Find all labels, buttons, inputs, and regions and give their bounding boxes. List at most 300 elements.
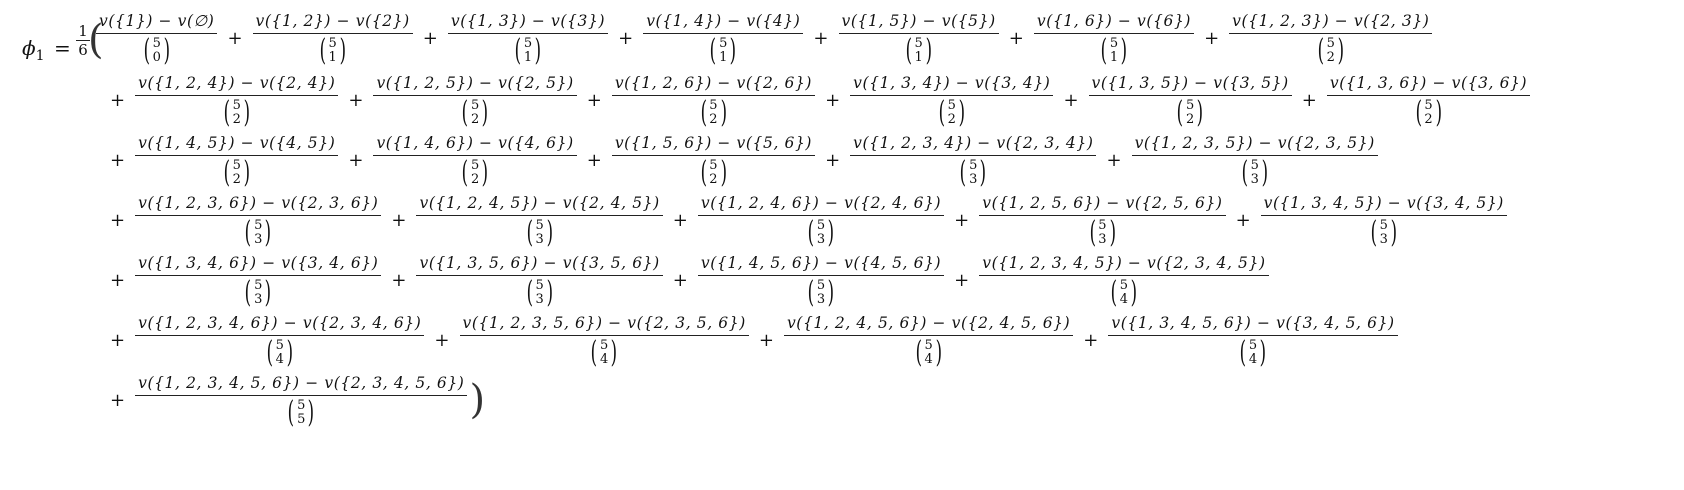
binomial-left-paren: ( xyxy=(710,32,717,68)
binomial-left-paren: ( xyxy=(514,32,522,68)
binomial-top: 5 xyxy=(470,157,480,173)
binomial-right-paren: ) xyxy=(308,394,315,430)
binomial-stack xyxy=(535,219,543,247)
fraction-term xyxy=(416,253,662,308)
binomial-bottom: 4 xyxy=(924,351,933,367)
plus-sign: + xyxy=(1083,329,1099,351)
binomial-top: 5 xyxy=(535,277,544,293)
plus-sign: + xyxy=(586,149,602,171)
fraction-numerator: v({1, 3, 5, 6}) − v({3, 5, 6}) xyxy=(416,253,662,276)
fraction-numerator: v({1, 3, 4, 6}) − v({3, 4, 6}) xyxy=(135,253,381,276)
binomial-right-paren: ) xyxy=(265,214,272,250)
fraction-denominator xyxy=(1237,336,1269,368)
phi-letter: ϕ xyxy=(22,36,36,60)
binomial-stack xyxy=(233,99,241,127)
binomial-stack xyxy=(914,37,922,65)
binomial-top: 5 xyxy=(600,337,609,353)
binomial-stack xyxy=(254,279,262,307)
binomial-top: 5 xyxy=(719,35,728,51)
fraction-numerator: v({1, 2, 3, 4, 6}) − v({2, 3, 4, 6}) xyxy=(135,313,424,336)
binomial-right-paren: ) xyxy=(265,274,272,310)
binomial-right-paren: ) xyxy=(1390,214,1398,250)
fraction-term xyxy=(1132,133,1378,188)
binomial-coefficient xyxy=(1098,32,1130,68)
binomial-stack xyxy=(276,339,284,367)
binomial-coefficient xyxy=(1413,94,1445,130)
binomial-coefficient xyxy=(1239,154,1271,190)
fraction-numerator: v({1, 2, 4, 6}) − v({2, 4, 6}) xyxy=(698,193,944,216)
binomial-bottom: 2 xyxy=(1326,49,1335,65)
binomial-top: 5 xyxy=(254,277,263,293)
binomial-bottom: 3 xyxy=(1379,231,1388,247)
binomial-right-paren: ) xyxy=(1435,94,1442,130)
binomial-left-paren: ( xyxy=(1317,32,1325,68)
binomial-stack xyxy=(817,279,825,307)
binomial-stack xyxy=(924,339,932,367)
binomial-top: 5 xyxy=(232,97,241,113)
binomial-coefficient xyxy=(1368,214,1400,250)
fraction-denominator xyxy=(221,96,253,128)
binomial-left-paren: ( xyxy=(905,32,912,68)
binomial-bottom: 5 xyxy=(297,411,306,427)
fraction-term xyxy=(850,73,1053,128)
fraction-denominator xyxy=(698,96,730,128)
fraction-denominator xyxy=(936,96,968,128)
binomial-bottom: 1 xyxy=(523,49,533,65)
coefficient-numerator: 1 xyxy=(76,22,90,41)
plus-sign: + xyxy=(348,89,364,111)
phi-subscript: 1 xyxy=(35,48,45,64)
binomial-right-paren: ) xyxy=(935,334,942,370)
binomial-left-paren: ( xyxy=(700,154,707,190)
binomial-coefficient xyxy=(698,154,730,190)
binomial-right-paren: ) xyxy=(546,274,553,310)
phi-1-symbol xyxy=(22,36,45,64)
plus-sign: + xyxy=(391,269,407,291)
fraction-denominator xyxy=(317,34,349,66)
binomial-right-paren: ) xyxy=(1259,334,1267,370)
fraction-term xyxy=(416,193,662,248)
binomial-stack xyxy=(969,159,977,187)
binomial-left-paren: ( xyxy=(526,214,533,250)
binomial-top: 5 xyxy=(1119,277,1129,293)
fraction-term xyxy=(135,313,424,368)
fraction-denominator xyxy=(1108,276,1140,308)
fraction-numerator: v({1, 2, 3, 6}) − v({2, 3, 6}) xyxy=(135,193,381,216)
binomial-top: 5 xyxy=(275,337,284,353)
binomial-stack xyxy=(524,37,532,65)
fraction-denominator xyxy=(957,156,989,188)
fraction-term xyxy=(96,11,217,66)
fraction-numerator: v({1, 2}) − v({2}) xyxy=(253,11,413,34)
fraction-term xyxy=(1089,73,1292,128)
fraction-denominator xyxy=(524,216,556,248)
plus-sign: + xyxy=(954,269,970,291)
binomial-stack xyxy=(1249,339,1257,367)
plus-sign: + xyxy=(1235,209,1251,231)
binomial-bottom: 2 xyxy=(947,111,956,127)
binomial-coefficient xyxy=(242,274,274,310)
binomial-bottom: 1 xyxy=(914,49,923,65)
fraction-term xyxy=(1327,73,1530,128)
fraction-numerator: v({1, 3, 6}) − v({3, 6}) xyxy=(1327,73,1530,96)
binomial-left-paren: ( xyxy=(960,154,967,190)
binomial-left-paren: ( xyxy=(1415,94,1422,130)
binomial-top: 5 xyxy=(535,217,544,233)
binomial-left-paren: ( xyxy=(319,32,326,68)
binomial-coefficient xyxy=(221,94,253,130)
plus-sign: + xyxy=(348,149,364,171)
binomial-top: 5 xyxy=(969,157,978,173)
binomial-top: 5 xyxy=(1248,337,1258,353)
fraction-denominator xyxy=(221,156,253,188)
binomial-left-paren: ( xyxy=(1176,94,1184,130)
binomial-bottom: 3 xyxy=(535,231,544,247)
fraction-term xyxy=(698,193,944,248)
binomial-coefficient xyxy=(805,214,837,250)
binomial-right-paren: ) xyxy=(243,94,250,130)
binomial-left-paren: ( xyxy=(461,94,469,130)
binomial-left-paren: ( xyxy=(1100,32,1108,68)
fraction-numerator: v({1, 2, 5, 6}) − v({2, 5, 6}) xyxy=(979,193,1225,216)
fraction-denominator xyxy=(913,336,945,368)
binomial-right-paren: ) xyxy=(1261,154,1268,190)
fraction-numerator: v({1, 2, 3, 5}) − v({2, 3, 5}) xyxy=(1132,133,1378,156)
binomial-bottom: 3 xyxy=(254,231,263,247)
fraction-numerator: v({1, 3, 5}) − v({3, 5}) xyxy=(1089,73,1292,96)
binomial-right-paren: ) xyxy=(958,94,966,130)
binomial-stack xyxy=(817,219,825,247)
fraction-denominator xyxy=(588,336,620,368)
fraction-numerator: v({1, 4, 6}) − v({4, 6}) xyxy=(373,133,576,156)
plus-sign: + xyxy=(813,27,829,49)
fraction-denominator xyxy=(903,34,935,66)
plus-sign: + xyxy=(422,27,438,49)
binomial-coefficient xyxy=(221,154,253,190)
binomial-left-paren: ( xyxy=(915,334,922,370)
plus-sign: + xyxy=(825,89,841,111)
binomial-right-paren: ) xyxy=(730,32,737,68)
binomial-right-paren: ) xyxy=(720,154,727,190)
binomial-stack xyxy=(1110,37,1118,65)
fraction-term xyxy=(1108,313,1397,368)
plus-sign: + xyxy=(1063,89,1079,111)
plus-sign: + xyxy=(227,27,243,49)
binomial-stack xyxy=(1327,37,1335,65)
binomial-bottom: 0 xyxy=(152,49,161,65)
fraction-numerator: v({1, 3}) − v({3}) xyxy=(448,11,608,34)
binomial-coefficient xyxy=(1315,32,1347,68)
fraction-numerator: v({1, 5, 6}) − v({5, 6}) xyxy=(612,133,815,156)
binomial-bottom: 1 xyxy=(1109,49,1119,65)
binomial-right-paren: ) xyxy=(546,214,553,250)
equation-row xyxy=(100,132,1378,188)
plus-sign: + xyxy=(672,209,688,231)
fraction-denominator xyxy=(1087,216,1119,248)
fraction-numerator: v({1, 2, 4}) − v({2, 4}) xyxy=(135,73,338,96)
binomial-stack xyxy=(297,399,305,427)
plus-sign: + xyxy=(1204,27,1220,49)
binomial-right-paren: ) xyxy=(610,334,618,370)
binomial-top: 5 xyxy=(1326,35,1335,51)
binomial-top: 5 xyxy=(254,217,263,233)
binomial-right-paren: ) xyxy=(286,334,293,370)
plus-sign: + xyxy=(1106,149,1122,171)
fraction-denominator xyxy=(1098,34,1130,66)
fraction-term xyxy=(373,133,576,188)
binomial-stack xyxy=(1120,279,1128,307)
fraction-denominator xyxy=(459,96,491,128)
binomial-stack xyxy=(709,159,717,187)
binomial-coefficient xyxy=(957,154,989,190)
binomial-bottom: 3 xyxy=(1250,171,1259,187)
binomial-coefficient xyxy=(1174,94,1206,130)
binomial-top: 5 xyxy=(1109,35,1119,51)
fraction-numerator: v({1, 3, 4, 5}) − v({3, 4, 5}) xyxy=(1261,193,1507,216)
binomial-coefficient xyxy=(1108,274,1140,310)
binomial-coefficient xyxy=(459,94,491,130)
fraction-denominator xyxy=(1368,216,1400,248)
open-paren: ( xyxy=(88,17,104,63)
binomial-left-paren: ( xyxy=(1110,274,1118,310)
equation-row xyxy=(96,10,1432,66)
binomial-right-paren: ) xyxy=(827,274,835,310)
fraction-term xyxy=(135,133,338,188)
binomial-stack xyxy=(1098,219,1106,247)
binomial-right-paren: ) xyxy=(481,94,489,130)
fraction-numerator: v({1, 2, 3}) − v({2, 3}) xyxy=(1229,11,1432,34)
binomial-left-paren: ( xyxy=(223,94,230,130)
binomial-coefficient xyxy=(264,334,296,370)
fraction-term xyxy=(979,253,1268,308)
close-paren: ) xyxy=(469,377,486,423)
fraction-denominator xyxy=(459,156,491,188)
binomial-right-paren: ) xyxy=(339,32,346,68)
binomial-top: 5 xyxy=(232,157,241,173)
binomial-left-paren: ( xyxy=(461,154,469,190)
plus-sign: + xyxy=(391,209,407,231)
plus-sign: + xyxy=(434,329,450,351)
binomial-bottom: 2 xyxy=(232,111,241,127)
binomial-top: 5 xyxy=(709,157,718,173)
fraction-term xyxy=(784,313,1073,368)
coefficient-denominator: 6 xyxy=(78,41,88,59)
plus-sign: + xyxy=(1008,27,1024,49)
binomial-top: 5 xyxy=(816,217,826,233)
binomial-bottom: 3 xyxy=(816,231,826,247)
fraction-numerator: v({1, 4}) − v({4}) xyxy=(643,11,803,34)
fraction-term xyxy=(1034,11,1194,66)
binomial-coefficient xyxy=(285,394,317,430)
binomial-bottom: 2 xyxy=(709,111,718,127)
binomial-coefficient xyxy=(805,274,837,310)
binomial-right-paren: ) xyxy=(1196,94,1204,130)
binomial-bottom: 1 xyxy=(719,49,728,65)
binomial-coefficient xyxy=(524,274,556,310)
binomial-right-paren: ) xyxy=(980,154,987,190)
binomial-stack xyxy=(1380,219,1388,247)
binomial-bottom: 2 xyxy=(470,111,480,127)
plus-sign: + xyxy=(110,269,126,291)
binomial-right-paren: ) xyxy=(163,32,170,68)
binomial-stack xyxy=(535,279,543,307)
fraction-term xyxy=(1261,193,1507,248)
fraction-numerator: v({1, 2, 3, 4}) − v({2, 3, 4}) xyxy=(850,133,1096,156)
binomial-right-paren: ) xyxy=(1130,274,1138,310)
binomial-left-paren: ( xyxy=(938,94,946,130)
binomial-bottom: 4 xyxy=(275,351,284,367)
fraction-numerator: v({1, 2, 5}) − v({2, 5}) xyxy=(373,73,576,96)
fraction-denominator xyxy=(698,156,730,188)
binomial-left-paren: ( xyxy=(288,394,295,430)
binomial-right-paren: ) xyxy=(827,214,835,250)
binomial-left-paren: ( xyxy=(266,334,273,370)
plus-sign: + xyxy=(110,89,126,111)
binomial-stack xyxy=(233,159,241,187)
binomial-bottom: 2 xyxy=(470,171,480,187)
fraction-denominator xyxy=(1239,156,1271,188)
binomial-bottom: 2 xyxy=(1424,111,1433,127)
binomial-stack xyxy=(719,37,727,65)
fraction-numerator: v({1, 3, 4, 5, 6}) − v({3, 4, 5, 6}) xyxy=(1108,313,1397,336)
fraction-numerator: v({1, 6}) − v({6}) xyxy=(1034,11,1194,34)
binomial-bottom: 3 xyxy=(535,291,544,307)
fraction-term xyxy=(839,11,999,66)
binomial-bottom: 2 xyxy=(709,171,718,187)
fraction-term xyxy=(135,373,467,428)
binomial-coefficient xyxy=(936,94,968,130)
fraction-numerator: v({1}) − v(∅) xyxy=(96,11,217,34)
binomial-right-paren: ) xyxy=(720,94,727,130)
binomial-coefficient xyxy=(913,334,945,370)
binomial-bottom: 3 xyxy=(1098,231,1107,247)
binomial-coefficient xyxy=(242,214,274,250)
fraction-numerator: v({1, 2, 3, 5, 6}) − v({2, 3, 5, 6}) xyxy=(460,313,749,336)
fraction-denominator xyxy=(1413,96,1445,128)
fraction-term xyxy=(643,11,803,66)
binomial-left-paren: ( xyxy=(526,274,533,310)
binomial-bottom: 4 xyxy=(1119,291,1129,307)
binomial-right-paren: ) xyxy=(243,154,250,190)
equation-row xyxy=(100,72,1530,128)
plus-sign: + xyxy=(110,149,126,171)
fraction-denominator xyxy=(524,276,556,308)
fraction-term xyxy=(448,11,608,66)
binomial-left-paren: ( xyxy=(1241,154,1248,190)
binomial-right-paren: ) xyxy=(1337,32,1345,68)
equation-row xyxy=(100,372,485,428)
plus-sign: + xyxy=(758,329,774,351)
binomial-top: 5 xyxy=(523,35,533,51)
fraction-numerator: v({1, 2, 6}) − v({2, 6}) xyxy=(612,73,815,96)
plus-sign: + xyxy=(110,389,126,411)
fraction-denominator xyxy=(805,216,837,248)
binomial-bottom: 2 xyxy=(232,171,241,187)
fraction-term xyxy=(698,253,944,308)
fraction-term xyxy=(135,253,381,308)
plus-sign: + xyxy=(825,149,841,171)
binomial-stack xyxy=(600,339,608,367)
binomial-coefficient xyxy=(707,32,739,68)
binomial-coefficient xyxy=(588,334,620,370)
binomial-top: 5 xyxy=(152,35,161,51)
binomial-top: 5 xyxy=(470,97,480,113)
binomial-top: 5 xyxy=(709,97,718,113)
fraction-numerator: v({1, 2, 4, 5}) − v({2, 4, 5}) xyxy=(416,193,662,216)
plus-sign: + xyxy=(110,209,126,231)
fraction-denominator xyxy=(141,34,173,66)
binomial-left-paren: ( xyxy=(143,32,150,68)
fraction-numerator: v({1, 4, 5}) − v({4, 5}) xyxy=(135,133,338,156)
plus-sign: + xyxy=(618,27,634,49)
binomial-coefficient xyxy=(903,32,935,68)
binomial-coefficient xyxy=(524,214,556,250)
fraction-term xyxy=(460,313,749,368)
binomial-right-paren: ) xyxy=(1120,32,1128,68)
fraction-numerator: v({1, 5}) − v({5}) xyxy=(839,11,999,34)
fraction-denominator xyxy=(264,336,296,368)
binomial-left-paren: ( xyxy=(807,214,815,250)
fraction-denominator xyxy=(242,276,274,308)
binomial-top: 5 xyxy=(328,35,337,51)
fraction-numerator: v({1, 2, 3, 4, 5}) − v({2, 3, 4, 5}) xyxy=(979,253,1268,276)
binomial-top: 5 xyxy=(297,397,306,413)
binomial-right-paren: ) xyxy=(925,32,932,68)
binomial-right-paren: ) xyxy=(481,154,489,190)
fraction-term xyxy=(850,133,1096,188)
binomial-top: 5 xyxy=(1098,217,1107,233)
fraction-denominator xyxy=(242,216,274,248)
binomial-top: 5 xyxy=(1186,97,1195,113)
binomial-right-paren: ) xyxy=(534,32,542,68)
fraction-numerator: v({1, 2, 3, 4, 5, 6}) − v({2, 3, 4, 5, 6}) xyxy=(135,373,467,396)
fraction-numerator: v({1, 3, 4}) − v({3, 4}) xyxy=(850,73,1053,96)
binomial-top: 5 xyxy=(816,277,826,293)
fraction-denominator xyxy=(285,396,317,428)
fraction-term xyxy=(1229,11,1432,66)
binomial-left-paren: ( xyxy=(1089,214,1096,250)
fraction-denominator xyxy=(805,276,837,308)
plus-sign: + xyxy=(672,269,688,291)
binomial-coefficient xyxy=(317,32,349,68)
fraction-denominator xyxy=(512,34,544,66)
binomial-right-paren: ) xyxy=(1109,214,1116,250)
binomial-bottom: 3 xyxy=(816,291,826,307)
binomial-top: 5 xyxy=(1424,97,1433,113)
binomial-top: 5 xyxy=(1250,157,1259,173)
fraction-denominator xyxy=(1174,96,1206,128)
fraction-denominator xyxy=(707,34,739,66)
equation-row xyxy=(100,192,1507,248)
fraction-term xyxy=(135,73,338,128)
plus-sign: + xyxy=(110,329,126,351)
binomial-left-paren: ( xyxy=(590,334,598,370)
binomial-bottom: 2 xyxy=(1186,111,1195,127)
binomial-left-paren: ( xyxy=(245,214,252,250)
binomial-left-paren: ( xyxy=(223,154,230,190)
binomial-coefficient xyxy=(141,32,173,68)
binomial-stack xyxy=(1186,99,1194,127)
binomial-bottom: 3 xyxy=(254,291,263,307)
binomial-top: 5 xyxy=(914,35,923,51)
binomial-stack xyxy=(153,37,161,65)
fraction-term xyxy=(135,193,381,248)
fraction-term xyxy=(253,11,413,66)
plus-sign: + xyxy=(954,209,970,231)
fraction-denominator xyxy=(1315,34,1347,66)
equals-sign: = xyxy=(54,36,71,60)
binomial-top: 5 xyxy=(1379,217,1388,233)
